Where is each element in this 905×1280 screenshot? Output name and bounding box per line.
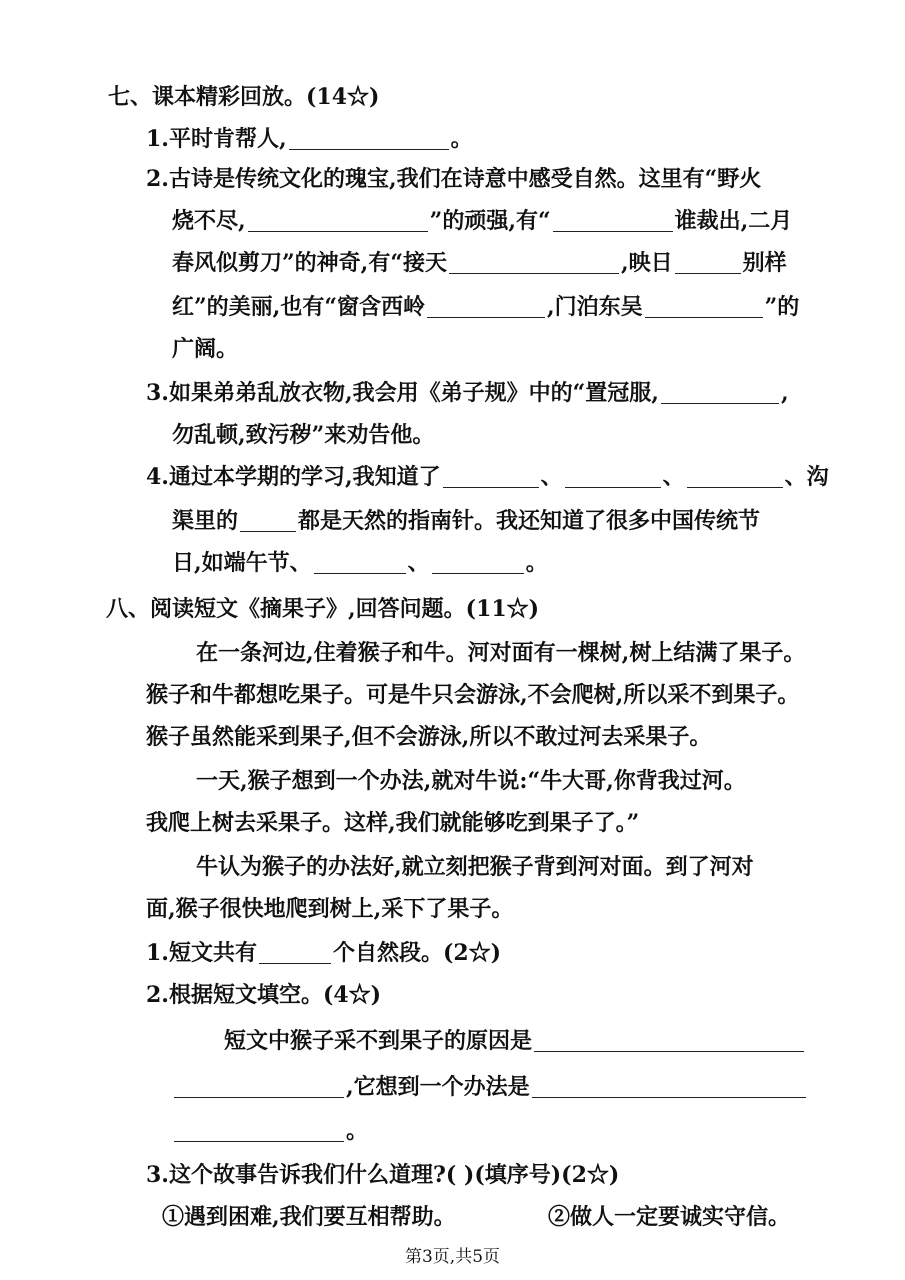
s8-q2-line2: ,它想到一个办法是 bbox=[172, 1076, 808, 1098]
answer-blank[interactable] bbox=[534, 1031, 804, 1052]
answer-blank[interactable] bbox=[240, 511, 296, 532]
passage-p1-line2: 猴子和牛都想吃果子。可是牛只会游泳,不会爬树,所以采不到果子。 bbox=[146, 682, 800, 708]
s8-q2-line3: 。 bbox=[172, 1120, 368, 1142]
s7-q2-line4: 红”的美丽,也有“窗含西岭 ,门泊东吴 ”的 bbox=[172, 294, 800, 320]
answer-blank[interactable] bbox=[553, 211, 673, 232]
section-8-title: 八、阅读短文《摘果子》,回答问题。(11☆) bbox=[106, 596, 540, 622]
s8-q3-option-2[interactable]: ②做人一定要诚实守信。 bbox=[548, 1204, 791, 1230]
answer-blank[interactable] bbox=[661, 383, 779, 404]
answer-blank[interactable] bbox=[174, 1121, 344, 1142]
s7-q4-line1: 4.通过本学期的学习,我知道了 、 、 、沟 bbox=[146, 464, 829, 490]
passage-p2-line1: 一天,猴子想到一个办法,就对牛说:“牛大哥,你背我过河。 bbox=[196, 768, 746, 794]
answer-blank[interactable] bbox=[289, 129, 449, 150]
page-footer: 第3页,共5页 bbox=[404, 1247, 501, 1267]
answer-blank[interactable] bbox=[675, 253, 741, 274]
answer-blank[interactable] bbox=[248, 211, 428, 232]
passage-p1-line3: 猴子虽然能采到果子,但不会游泳,所以不敢过河去采果子。 bbox=[146, 724, 712, 750]
answer-blank[interactable] bbox=[565, 467, 661, 488]
answer-blank[interactable] bbox=[532, 1077, 806, 1098]
answer-blank[interactable] bbox=[687, 467, 783, 488]
s8-q2-line1: 短文中猴子采不到果子的原因是 bbox=[224, 1030, 806, 1052]
s7-q4-line2: 渠里的 都是天然的指南针。我还知道了很多中国传统节 bbox=[172, 508, 761, 534]
passage-p2-line2: 我爬上树去采果子。这样,我们就能够吃到果子了。” bbox=[146, 810, 640, 836]
s7-q2-line1: 2.古诗是传统文化的瑰宝,我们在诗意中感受自然。这里有“野火 bbox=[146, 166, 762, 192]
s7-q3-line2: 勿乱顿,致污秽”来劝告他。 bbox=[172, 422, 435, 448]
s7-q2-line3: 春风似剪刀”的神奇,有“接天 ,映日 别样 bbox=[172, 250, 787, 276]
s7-q3-line1: 3.如果弟弟乱放衣物,我会用《弟子规》中的“置冠服, , bbox=[146, 380, 789, 406]
answer-blank[interactable] bbox=[443, 467, 539, 488]
answer-blank[interactable] bbox=[645, 297, 763, 318]
answer-blank[interactable] bbox=[259, 943, 331, 964]
answer-blank[interactable] bbox=[432, 553, 524, 574]
passage-p1-line1: 在一条河边,住着猴子和牛。河对面有一棵树,树上结满了果子。 bbox=[196, 640, 806, 666]
s7-q2-line5: 广阔。 bbox=[172, 336, 239, 362]
section-7-title: 七、课本精彩回放。(14☆) bbox=[108, 84, 380, 110]
s7-q2-line2: 烧不尽, ”的顽强,有“ 谁裁出,二月 bbox=[172, 208, 793, 234]
answer-blank[interactable] bbox=[174, 1077, 344, 1098]
s8-q3-option-1[interactable]: ①遇到困难,我们要互相帮助。 bbox=[162, 1204, 456, 1230]
s8-q3-title: 3.这个故事告诉我们什么道理?( )(填序号)(2☆) bbox=[146, 1162, 620, 1188]
s8-q1: 1.短文共有 个自然段。(2☆) bbox=[146, 940, 502, 966]
answer-blank[interactable] bbox=[427, 297, 545, 318]
s7-q4-line3: 日,如端午节、 、 。 bbox=[172, 550, 548, 576]
answer-blank[interactable] bbox=[314, 553, 406, 574]
s7-q1: 1.平时肯帮人, 。 bbox=[146, 126, 473, 152]
s8-q2-title: 2.根据短文填空。(4☆) bbox=[146, 982, 382, 1008]
passage-p3-line1: 牛认为猴子的办法好,就立刻把猴子背到河对面。到了河对 bbox=[196, 854, 754, 880]
passage-p3-line2: 面,猴子很快地爬到树上,采下了果子。 bbox=[146, 896, 514, 922]
answer-blank[interactable] bbox=[449, 253, 619, 274]
